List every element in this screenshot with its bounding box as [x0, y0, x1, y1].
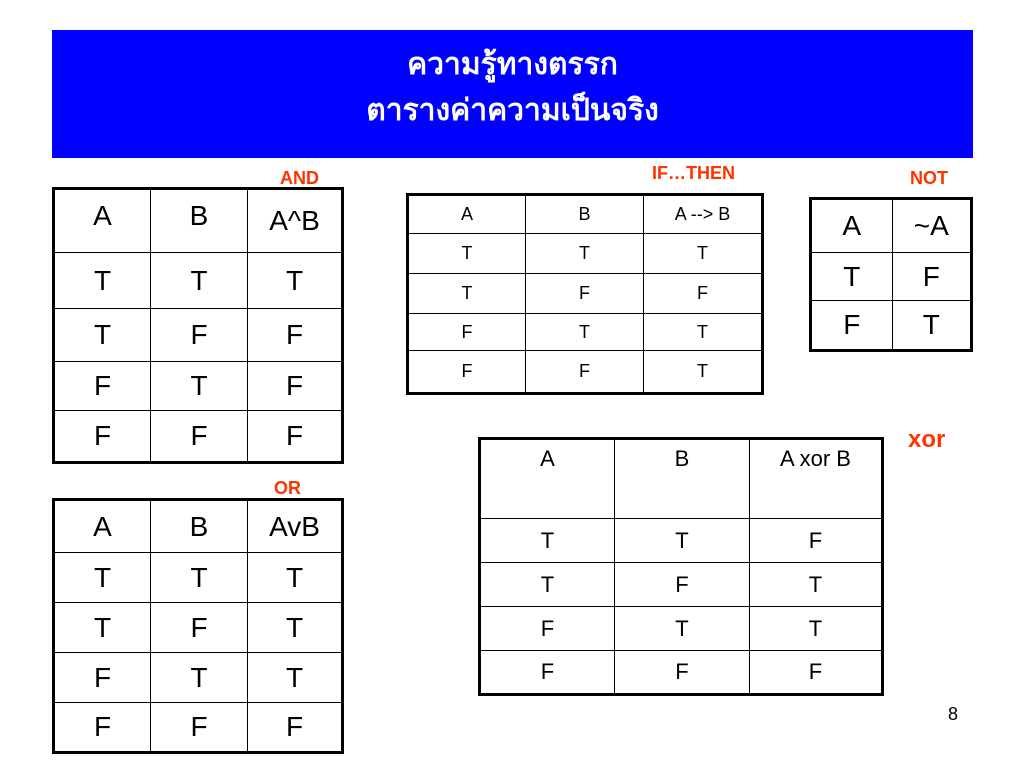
table-header-row — [54, 189, 343, 253]
table-cell: T — [525, 234, 643, 274]
header-cell: A^B — [248, 189, 343, 253]
table-row — [54, 603, 343, 653]
header-cell: A — [54, 500, 151, 553]
table-header-row — [480, 439, 883, 519]
header-cell: A — [811, 199, 893, 253]
table-cell: F — [750, 651, 883, 695]
table-row — [54, 362, 343, 411]
table-cell: T — [643, 234, 762, 274]
table-cell: T — [750, 563, 883, 607]
table-cell: T — [408, 274, 526, 314]
table-cell: F — [151, 603, 248, 653]
header-cell: B — [151, 500, 248, 553]
table-row — [811, 301, 972, 351]
header-cell: A — [408, 195, 526, 234]
table-row — [54, 411, 343, 463]
table-cell: F — [151, 411, 248, 463]
table-cell: T — [643, 351, 762, 394]
table-cell: F — [151, 703, 248, 753]
table-cell: T — [248, 553, 343, 603]
table-cell: F — [643, 274, 762, 314]
table-header-row — [54, 500, 343, 553]
and-label: AND — [280, 168, 319, 188]
header-cell: ~A — [892, 199, 971, 253]
table-cell: T — [615, 519, 750, 563]
table-cell: F — [54, 703, 151, 753]
table-cell: F — [248, 309, 343, 362]
table-cell: F — [151, 309, 248, 362]
table-cell: T — [480, 563, 615, 607]
table-row — [480, 607, 883, 651]
table-cell: T — [151, 362, 248, 411]
header-cell: A xor B — [750, 439, 883, 519]
header-cell: B — [525, 195, 643, 234]
table-cell: T — [54, 309, 151, 362]
and-truth-table — [52, 187, 344, 464]
table-row — [480, 519, 883, 563]
or-truth-table — [52, 498, 344, 754]
table-row — [408, 234, 763, 274]
table-row — [480, 563, 883, 607]
table-cell: F — [54, 362, 151, 411]
table-cell: F — [811, 301, 893, 351]
table-cell: F — [480, 651, 615, 695]
table-row — [811, 253, 972, 301]
table-header-row — [408, 195, 763, 234]
table-cell: T — [248, 253, 343, 309]
table-cell: F — [892, 253, 971, 301]
header-cell: A --> B — [643, 195, 762, 234]
table-cell: T — [151, 253, 248, 309]
table-cell: F — [615, 651, 750, 695]
table-cell: F — [750, 519, 883, 563]
table-cell: T — [151, 653, 248, 703]
header-cell: A — [54, 189, 151, 253]
table-cell: T — [248, 603, 343, 653]
title-line-1: ความรู้ทางตรรก — [407, 47, 618, 82]
table-cell: F — [408, 351, 526, 394]
table-cell: F — [615, 563, 750, 607]
or-label: OR — [274, 478, 301, 498]
ifthen-label: IF…THEN — [652, 163, 735, 183]
not-truth-table — [809, 197, 973, 352]
table-cell: F — [408, 314, 526, 351]
table-row — [408, 274, 763, 314]
table-cell: F — [248, 703, 343, 753]
title-banner — [52, 30, 973, 158]
table-cell: F — [525, 351, 643, 394]
table-cell: T — [643, 314, 762, 351]
table-cell: F — [54, 653, 151, 703]
table-row — [54, 653, 343, 703]
table-header-row — [811, 199, 972, 253]
header-cell: AvB — [248, 500, 343, 553]
table-cell: T — [54, 603, 151, 653]
table-cell: T — [248, 653, 343, 703]
table-cell: T — [525, 314, 643, 351]
page-number: 8 — [948, 704, 959, 724]
ifthen-truth-table — [406, 193, 764, 395]
table-cell: T — [408, 234, 526, 274]
header-cell: A — [480, 439, 615, 519]
table-cell: T — [750, 607, 883, 651]
table-cell: F — [54, 411, 151, 463]
table-row — [54, 703, 343, 753]
table-cell: T — [480, 519, 615, 563]
table-row — [54, 553, 343, 603]
table-cell: F — [525, 274, 643, 314]
xor-label: xor — [908, 426, 946, 453]
header-cell: B — [615, 439, 750, 519]
header-cell: B — [151, 189, 248, 253]
table-cell: F — [248, 411, 343, 463]
table-row — [54, 253, 343, 309]
title-line-2: ตารางค่าความเป็นจริง — [366, 93, 659, 128]
not-label: NOT — [910, 168, 948, 188]
table-row — [54, 309, 343, 362]
table-cell: F — [480, 607, 615, 651]
table-cell: T — [811, 253, 893, 301]
xor-truth-table — [478, 437, 884, 696]
table-cell: T — [892, 301, 971, 351]
table-cell: T — [54, 553, 151, 603]
table-row — [408, 314, 763, 351]
table-row — [408, 351, 763, 394]
table-cell: T — [615, 607, 750, 651]
table-cell: T — [151, 553, 248, 603]
table-row — [480, 651, 883, 695]
table-cell: T — [54, 253, 151, 309]
table-cell: F — [248, 362, 343, 411]
